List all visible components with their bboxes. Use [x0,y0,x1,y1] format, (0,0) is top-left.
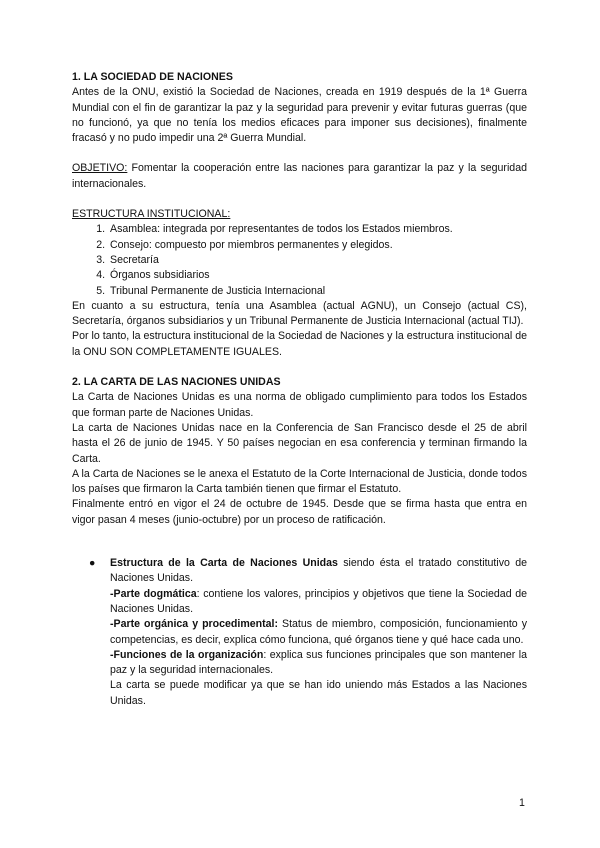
bullet-dot-icon: ● [89,557,96,570]
list-item: 1. Asamblea: integrada por representantes de todos los Estados miembros. [108,222,527,237]
bullet-lead: Estructura de la Carta de Naciones Unidas siendo ésta el tratado constitutivo de Naciones Unidas. [110,557,527,585]
page-number: 1 [519,797,525,809]
section-1-intro: Antes de la ONU, existió la Sociedad de Naciones, creada en 1919 después de la 1ª Guerra Mundial con el fin de garantizar la paz y la seguridad para prevenir y evitar futuras guerras (que no funcionó, ya que no tenía los medios eficaces para imponer sus decisiones), finalmente fracasó y no pudo impedir una 2ª Guerra Mundial. [72,86,527,145]
section-2-heading: 2. LA CARTA DE LAS NACIONES UNIDAS [72,376,281,389]
carta-paragraph-1: La Carta de Naciones Unidas es una norma de obligado cumplimiento para todos los Estados que forman parte de Naciones Unidas. [72,391,527,419]
funciones-organizacion: -Funciones de la organización: explica sus funciones principales que son mantener la paz y la seguridad internacionales. [110,648,527,677]
carta-paragraph-4: Finalmente entró en vigor el 24 de octubre de 1945. Desde que se firma hasta que entra en vigor pasan 4 meses (junio-octubre) por un proceso de ratificación. [72,498,527,526]
parte-organica: -Parte orgánica y procedimental: Status de miembro, composición, funcionamiento y competencias, es decir, explica cómo funciona, qué órganos tiene y qué hace cada uno. [110,618,527,646]
parte-dogmatica: -Parte dogmática: contiene los valores, principios y objetivos que tiene la Sociedad de Naciones Unidas. [110,587,528,615]
carta-modificar: La carta se puede modificar ya que se han ido uniendo más Estados a las Naciones Unidas. [110,679,527,707]
estructura-paragraph: En cuanto a su estructura, tenía una Asamblea (actual AGNU), un Consejo (actual CS), Secretaría, órganos subsidiarios y un Tribunal Permanente de Justicia Internacional (actual TIJ). [72,299,527,328]
section-1-heading: 1. LA SOCIEDAD DE NACIONES [72,71,233,83]
page-content [72,70,527,709]
conclusion-paragraph: Por lo tanto, la estructura institucional de la Sociedad de Naciones y la estructura institucional de la ONU SON COMPLETAMENTE IGUALES. [72,330,527,358]
list-item: 4. Órganos subsidiarios [108,268,527,283]
bullet-estructura-carta [72,556,527,709]
list-item: 2. Consejo: compuesto por miembros permanentes y elegidos. [108,238,527,253]
objetivo-label: OBJETIVO: [72,162,128,175]
estructura-list [72,222,527,298]
objetivo-text: Fomentar la cooperación entre las naciones para garantizar la paz y la seguridad internacionales. [72,162,527,190]
carta-paragraph-3: A la Carta de Naciones se le anexa el Estatuto de la Corte Internacional de Justicia, donde todos los países que firmaron la Carta también tienen que firmar el Estatuto. [72,467,527,496]
carta-paragraph-2: La carta de Naciones Unidas nace en la Conferencia de San Francisco desde el 25 de abril hasta el 26 de junio de 1945. Y 50 países negocian en esa conferencia y terminan firmando la Carta. [72,421,527,465]
list-item: 3. Secretaría [108,253,527,268]
objetivo-paragraph [72,161,527,192]
estructura-label: ESTRUCTURA INSTITUCIONAL: [72,208,231,221]
list-item: 5. Tribunal Permanente de Justicia Internacional [108,284,527,299]
